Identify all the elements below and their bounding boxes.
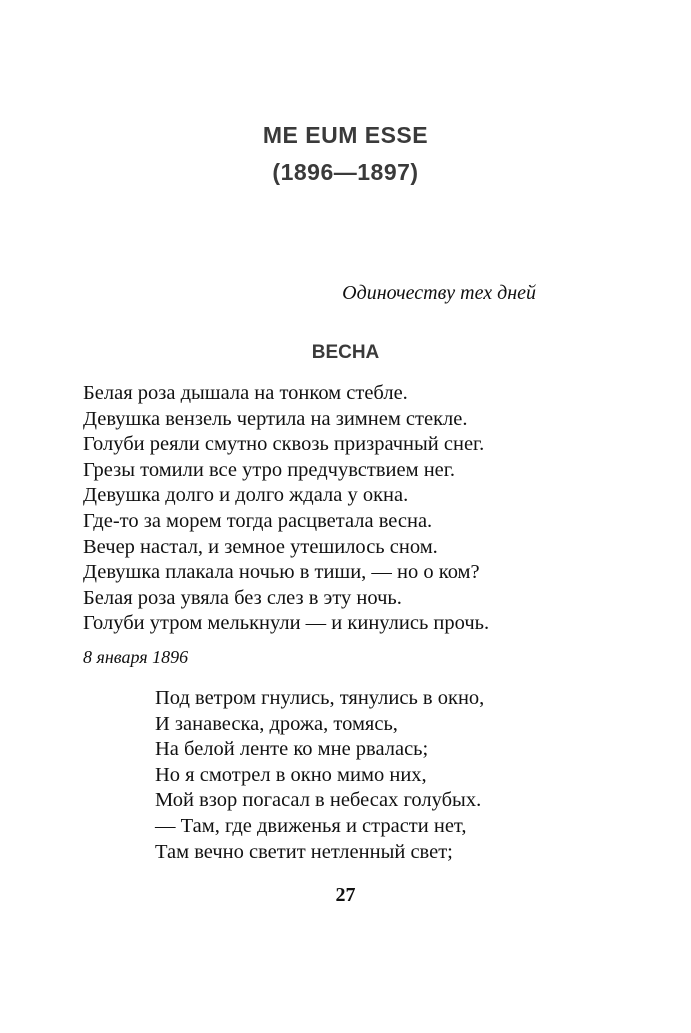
poem-line: Вечер настал, и земное утешилось сном. xyxy=(83,535,438,558)
poem-line: Голуби утром мелькнули — и кинулись прочь. xyxy=(83,612,490,635)
poem-line: Но я смотрел в окно мимо них, xyxy=(155,763,427,786)
poem-line: Там вечно светит нетленный свет; xyxy=(155,840,453,863)
next-poem-stanza xyxy=(155,686,484,865)
section-years: (1896—1897) xyxy=(272,159,419,185)
poem-line: На белой ленте ко мне рвалась; xyxy=(155,738,429,761)
poem-line: Под ветром гнулись, тянулись в окно, xyxy=(155,687,485,709)
poem-line: Мой взор погасал в небесах голубых. xyxy=(155,789,482,812)
poem-line: Белая роза дышала на тонком стебле. xyxy=(83,382,408,404)
poem-title: ВЕСНА xyxy=(311,342,380,363)
poem-line: Грезы томили все утро предчувствием нег. xyxy=(83,458,455,481)
poem-line: Девушка долго и долго ждала у окна. xyxy=(83,484,409,507)
section-title: ME EUM ESSE xyxy=(262,122,429,148)
poem-stanza xyxy=(83,381,489,637)
poem-line: Девушка плакала ночью в тиши, — но о ком? xyxy=(83,561,480,584)
poem-line: Голуби реяли смутно сквозь призрачный снег. xyxy=(83,433,485,456)
dedication: Одиночеству тех дней xyxy=(342,282,536,304)
poem-date: 8 января 1896 xyxy=(83,647,189,667)
poem-line: Где-то за морем тогда расцветала весна. xyxy=(83,509,433,532)
poem-line: Девушка вензель чертила на зимнем стекле. xyxy=(83,407,468,430)
page-number: 27 xyxy=(335,884,356,906)
poem-line: — Там, где движенья и страсти нет, xyxy=(155,814,467,837)
poem-line: Белая роза увяла без слез в эту ночь. xyxy=(83,586,402,609)
poem-line: И занавеска, дрожа, томясь, xyxy=(155,712,398,735)
